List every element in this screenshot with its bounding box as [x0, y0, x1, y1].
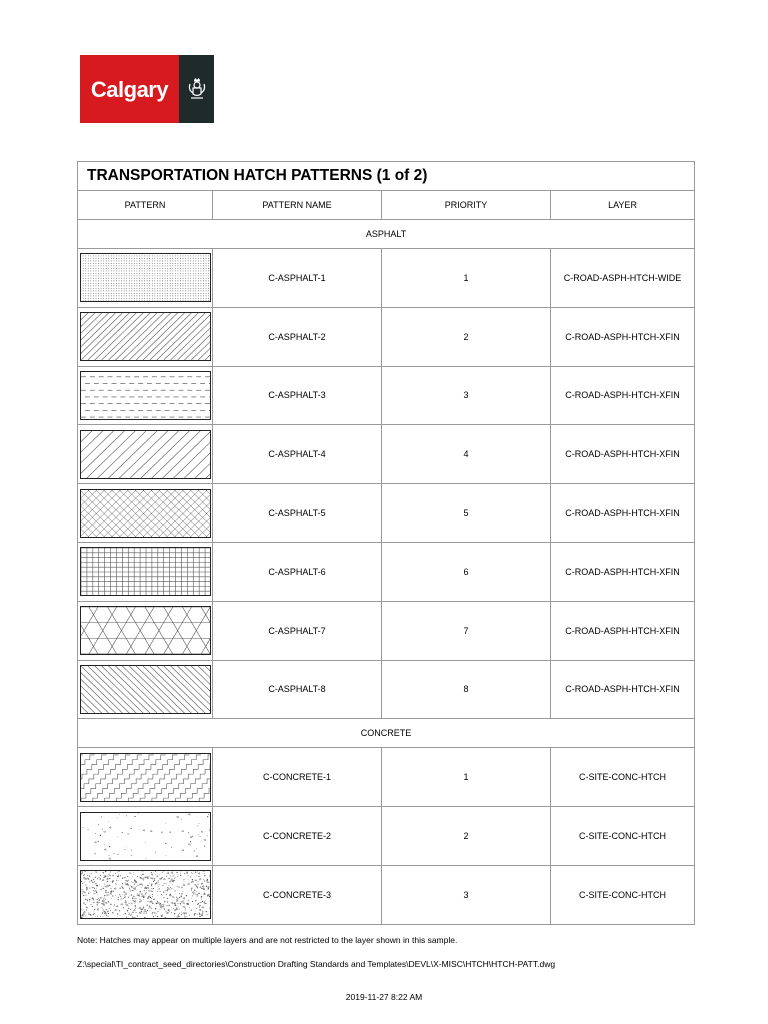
layer-cell: C-ROAD-ASPH-HTCH-XFIN: [551, 425, 695, 484]
table-title: TRANSPORTATION HATCH PATTERNS (1 of 2): [78, 162, 695, 191]
table-row: [78, 366, 695, 425]
pattern-name-cell: C-ASPHALT-6: [213, 542, 382, 601]
header-pattern: PATTERN: [78, 191, 213, 220]
table-row: [78, 807, 695, 866]
section-row: [78, 719, 695, 748]
pattern-name-cell: C-CONCRETE-3: [213, 865, 382, 924]
pattern-name-cell: C-ASPHALT-3: [213, 366, 382, 425]
hatch-pattern-swatch: [78, 425, 213, 484]
layer-cell: C-ROAD-ASPH-HTCH-XFIN: [551, 542, 695, 601]
header-pattern-name: PATTERN NAME: [213, 191, 382, 220]
file-path: Z:\special\TI_contract_seed_directories\Construction Drafting Standards and Templates\DEVL\X-MISC\HTCH\HTCH-PATT.dwg: [77, 959, 556, 969]
table-header-row: [78, 191, 695, 220]
pattern-name-cell: C-ASPHALT-5: [213, 484, 382, 543]
table-row: [78, 542, 695, 601]
calgary-logo: [80, 55, 214, 123]
print-timestamp: 2019-11-27 8:22 AM: [345, 992, 423, 1002]
priority-cell: 2: [382, 307, 551, 366]
hatch-pattern-swatch: [78, 249, 213, 308]
priority-cell: 5: [382, 484, 551, 543]
priority-cell: 7: [382, 601, 551, 660]
priority-cell: 3: [382, 865, 551, 924]
priority-cell: 1: [382, 748, 551, 807]
hatch-pattern-swatch: [78, 484, 213, 543]
pattern-name-cell: C-CONCRETE-1: [213, 748, 382, 807]
layer-cell: C-ROAD-ASPH-HTCH-XFIN: [551, 660, 695, 719]
table-row: [78, 425, 695, 484]
footer-note: Note: Hatches may appear on multiple layers and are not restricted to the layer shown in this sample.: [77, 935, 458, 945]
table-row: [78, 660, 695, 719]
pattern-name-cell: C-CONCRETE-2: [213, 807, 382, 866]
layer-cell: C-ROAD-ASPH-HTCH-XFIN: [551, 484, 695, 543]
pattern-name-cell: C-ASPHALT-4: [213, 425, 382, 484]
table-row: [78, 484, 695, 543]
table-row: [78, 307, 695, 366]
hatch-pattern-swatch: [78, 748, 213, 807]
hatch-pattern-swatch: [78, 307, 213, 366]
priority-cell: 4: [382, 425, 551, 484]
city-crest-icon: [179, 55, 214, 123]
priority-cell: 8: [382, 660, 551, 719]
table-row: [78, 601, 695, 660]
pattern-name-cell: C-ASPHALT-2: [213, 307, 382, 366]
header-layer: LAYER: [551, 191, 695, 220]
section-label: CONCRETE: [78, 719, 695, 748]
pattern-name-cell: C-ASPHALT-7: [213, 601, 382, 660]
hatch-pattern-swatch: [78, 660, 213, 719]
hatch-pattern-swatch: [78, 865, 213, 924]
table-row: [78, 748, 695, 807]
layer-cell: C-SITE-CONC-HTCH: [551, 865, 695, 924]
hatch-pattern-swatch: [78, 366, 213, 425]
priority-cell: 6: [382, 542, 551, 601]
layer-cell: C-ROAD-ASPH-HTCH-XFIN: [551, 307, 695, 366]
section-row: [78, 220, 695, 249]
hatch-pattern-swatch: [78, 601, 213, 660]
layer-cell: C-ROAD-ASPH-HTCH-XFIN: [551, 366, 695, 425]
pattern-name-cell: C-ASPHALT-1: [213, 249, 382, 308]
table-row: [78, 249, 695, 308]
priority-cell: 2: [382, 807, 551, 866]
table-row: [78, 865, 695, 924]
layer-cell: C-SITE-CONC-HTCH: [551, 748, 695, 807]
header-priority: PRIORITY: [382, 191, 551, 220]
pattern-name-cell: C-ASPHALT-8: [213, 660, 382, 719]
layer-cell: C-SITE-CONC-HTCH: [551, 807, 695, 866]
priority-cell: 3: [382, 366, 551, 425]
priority-cell: 1: [382, 249, 551, 308]
logo-wordmark: Calgary: [80, 55, 179, 123]
hatch-patterns-table: [77, 161, 695, 925]
hatch-pattern-swatch: [78, 542, 213, 601]
layer-cell: C-ROAD-ASPH-HTCH-WIDE: [551, 249, 695, 308]
section-label: ASPHALT: [78, 220, 695, 249]
hatch-pattern-swatch: [78, 807, 213, 866]
layer-cell: C-ROAD-ASPH-HTCH-XFIN: [551, 601, 695, 660]
